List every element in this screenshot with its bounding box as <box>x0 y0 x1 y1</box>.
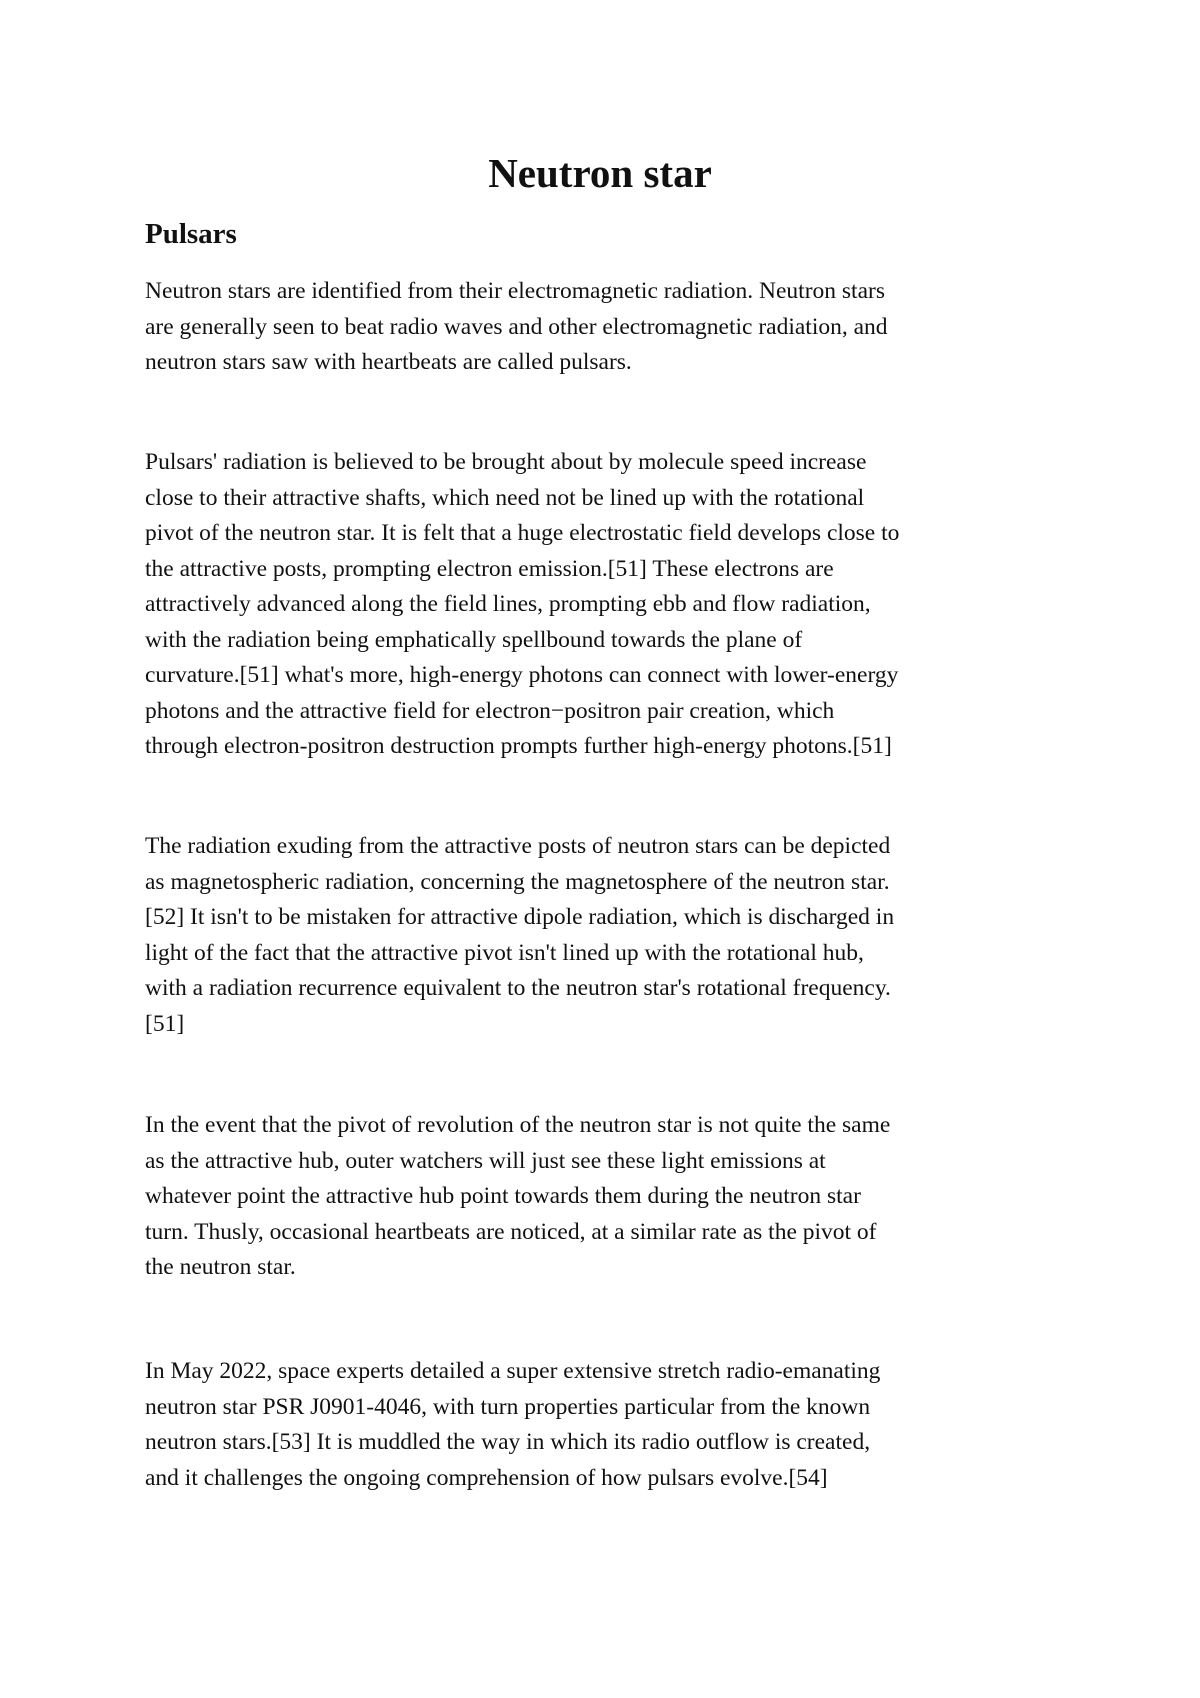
paragraph-3: The radiation exuding from the attractive posts of neutron stars can be depicted as magnetospheric radiation, concerning the magnetosphere of the neutron star. [52] It isn't to be mistaken for attractive dipole radiation, which is discharged in light of the fact that the attractive pivot isn't lined up with the rotational hub, with a radiation recurrence equivalent to the neutron star's rotational frequency. [51] <box>145 833 895 1037</box>
paragraph-4: In the event that the pivot of revolution of the neutron star is not quite the same as the attractive hub, outer watchers will just see these light emissions at whatever point the attractive hub point towards them during the neutron star turn. Thusly, occasional heartbeats are noticed, at a similar rate as the pivot of the neutron star. <box>145 1112 891 1280</box>
paragraph-1: Neutron stars are identified from their electromagnetic radiation. Neutron stars are generally seen to beat radio waves and other electromagnetic radiation, and neutron stars saw with heartbeats are called pulsars. <box>145 278 888 375</box>
paragraph-2: Pulsars' radiation is believed to be brought about by molecule speed increase close to their attractive shafts, which need not be lined up with the rotational pivot of the neutron star. It is felt that a huge electrostatic field develops close to the attractive posts, prompting electron emission.[51] These electrons are attractively advanced along the field lines, prompting ebb and flow radiation, with the radiation being emphatically spellbound towards the plane of curvature.[51] what's more, high-energy photons can connect with lower-energy photons and the attractive field for electron−positron pair creation, which through electron-positron destruction prompts further high-energy photons.[51] <box>145 449 900 759</box>
paragraph-5: In May 2022, space experts detailed a super extensive stretch radio-emanating neutron star PSR J0901-4046, with turn properties particular from the known neutron stars.[53] It is muddled the way in which its radio outflow is created, and it challenges the ongoing comprehension of how pulsars evolve.[54] <box>145 1358 881 1491</box>
section-heading: Pulsars <box>145 218 237 250</box>
page-title: Neutron star <box>488 150 712 196</box>
